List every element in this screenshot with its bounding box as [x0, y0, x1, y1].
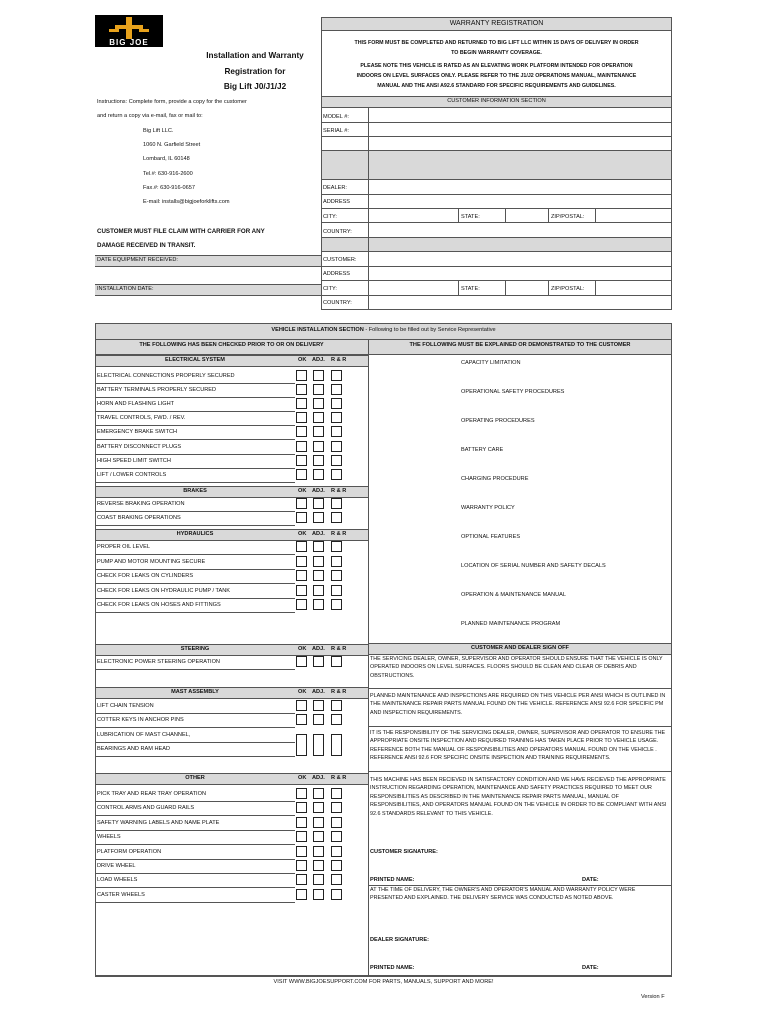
- checkbox-adj[interactable]: [313, 846, 324, 857]
- col-adj-header: ADJ.: [312, 357, 325, 363]
- checkbox-ok[interactable]: [296, 817, 307, 828]
- demonstrate-item: PLANNED MAINTENANCE PROGRAM: [461, 621, 561, 627]
- col-adj-header: ADJ.: [312, 531, 325, 537]
- signoff-title: CUSTOMER AND DEALER SIGN OFF: [471, 645, 569, 651]
- checkbox-ok[interactable]: [296, 714, 307, 725]
- section-title-other: OTHER: [185, 775, 205, 781]
- col-ok-header: OK: [298, 357, 307, 363]
- checklist-item-other: CASTER WHEELS: [97, 892, 145, 898]
- checkbox-ok[interactable]: [296, 889, 307, 900]
- customer-country-label: COUNTRY:: [323, 300, 352, 306]
- checkbox-adj[interactable]: [313, 889, 324, 900]
- signoff-paragraph-1: THE SERVICING DEALER, OWNER, SUPERVISOR AND OPERATOR SHOULD ENSURE THAT THE VEHICLE IS ONLY OPERATED INDOORS ON LEVEL SURFACES. FLOORS SHOULD BE CLEAN AND CLEAR OF DEBRIS AND OBSTRUCTIONS.: [370, 656, 663, 679]
- checkbox-rr[interactable]: [331, 656, 342, 667]
- checkbox-rr[interactable]: [331, 570, 342, 581]
- demonstrate-item: BATTERY CARE: [461, 447, 504, 453]
- company-name: Big Lift LLC.: [143, 128, 174, 134]
- customer-address-input[interactable]: [369, 268, 670, 280]
- dealer-city-label: CITY:: [323, 214, 337, 220]
- checkbox-ok[interactable]: [296, 441, 307, 452]
- dealer-address-label: ADDRESS: [323, 199, 351, 205]
- col-ok-header: OK: [298, 646, 307, 652]
- checkbox-rr[interactable]: [331, 874, 342, 885]
- warranty-notice-1b: TO BEGIN WARRANTY COVERAGE.: [451, 50, 542, 56]
- demonstrate-item: CHARGING PROCEDURE: [461, 476, 529, 482]
- col-rr-header: R & R: [331, 488, 347, 494]
- checkbox-rr[interactable]: [331, 817, 342, 828]
- section-title-steering: STEERING: [180, 646, 210, 652]
- checkbox-ok[interactable]: [296, 556, 307, 567]
- col-ok-header: OK: [298, 488, 307, 494]
- customer-signature-label: CUSTOMER SIGNATURE:: [370, 849, 438, 855]
- dealer-signature-label: DEALER SIGNATURE:: [370, 937, 429, 943]
- customer-label: CUSTOMER:: [323, 257, 357, 263]
- col-rr-header: R & R: [331, 775, 347, 781]
- checkbox-ok[interactable]: [296, 700, 307, 711]
- checkbox-adj[interactable]: [313, 441, 324, 452]
- checkbox-ok[interactable]: [296, 455, 307, 466]
- checkbox-rr[interactable]: [331, 734, 342, 756]
- customer-zip-label: ZIP/POSTAL:: [551, 286, 585, 292]
- col-adj-header: ADJ.: [312, 689, 325, 695]
- checklist-item-electrical: BATTERY TERMINALS PROPERLY SECURED: [97, 387, 217, 393]
- checkbox-ok[interactable]: [296, 788, 307, 799]
- checkbox-adj[interactable]: [313, 398, 324, 409]
- checklist-item-brakes: COAST BRAKING OPERATIONS: [97, 515, 181, 521]
- checkbox-ok[interactable]: [296, 412, 307, 423]
- company-email[interactable]: E-mail: installs@bigjoeforklifts.com: [143, 199, 230, 205]
- checkbox-rr[interactable]: [331, 398, 342, 409]
- checklist-item-other: PLATFORM OPERATION: [97, 849, 162, 855]
- checkbox-adj[interactable]: [313, 541, 324, 552]
- checkbox-adj[interactable]: [313, 714, 324, 725]
- signoff-paragraph-3: IT IS THE RESPONSIBILITY OF THE SERVICING DEALER, OWNER, SUPERVISOR AND OPERATOR TO ENSURE THE APPROPRIATE ONSITE INSPECTION AND REQUIRED TRAINING HAS TAKEN PLACE PRIOR TO VEHICLE USAGE. REFERENCE BOTH THE MANUAL OF RESPONSIBILITIES AND OPERATORS MANUAL FOUND ON THE VEHICLE . REFERENCE ANSI 92.6 FOR SPECIFIC ONSITE INSPECTION AND TRAINING REQUIREMENTS.: [370, 730, 666, 762]
- checkbox-rr[interactable]: [331, 585, 342, 596]
- checkbox-adj[interactable]: [313, 556, 324, 567]
- printed-name-label-2: PRINTED NAME:: [370, 965, 415, 971]
- checkbox-rr[interactable]: [331, 455, 342, 466]
- demonstrate-item: OPERATIONAL SAFETY PROCEDURES: [461, 389, 565, 395]
- dealer-address-input[interactable]: [369, 196, 670, 208]
- checkbox-ok[interactable]: [296, 498, 307, 509]
- date-label-2: DATE:: [582, 965, 599, 971]
- company-city: Lombard, IL 60148: [143, 156, 190, 162]
- checklist-item-electrical: EMERGENCY BRAKE SWITCH: [97, 429, 178, 435]
- col-adj-header: ADJ.: [312, 646, 325, 652]
- checklist-item-mast: LIFT CHAIN TENSION: [97, 703, 154, 709]
- demonstrate-item: OPTIONAL FEATURES: [461, 534, 521, 540]
- checkbox-ok[interactable]: [296, 831, 307, 842]
- warranty-notice-2c: MANUAL AND THE ANSI A92.6 STANDARD FOR SPECIFIC REQUIREMENTS AND GUIDELINES.: [377, 83, 616, 89]
- checkbox-adj[interactable]: [313, 512, 324, 523]
- checkbox-adj[interactable]: [313, 802, 324, 813]
- installation-date-label: INSTALLATION DATE:: [97, 286, 154, 292]
- checklist-item-electrical: HORN AND FLASHING LIGHT: [97, 401, 175, 407]
- footer-visit-text: VISIT WWW.BIGJOESUPPORT.COM FOR PARTS, MANUALS, SUPPORT AND MORE!: [273, 979, 494, 985]
- warranty-title: WARRANTY REGISTRATION: [449, 20, 544, 27]
- dealer-country-label: COUNTRY:: [323, 229, 352, 235]
- checklist-item-electrical: HIGH SPEED LIMIT SWITCH: [97, 458, 171, 464]
- checklist-item-other: DRIVE WHEEL: [97, 863, 136, 869]
- checkbox-rr[interactable]: [331, 599, 342, 610]
- checklist-item-other: CONTROL ARMS AND GUARD RAILS: [97, 805, 195, 811]
- checkbox-ok[interactable]: [296, 469, 307, 480]
- checklist-item-mast: COTTER KEYS IN ANCHOR PINS: [97, 717, 184, 723]
- dealer-state-label: STATE:: [461, 214, 480, 220]
- checkbox-ok[interactable]: [296, 860, 307, 871]
- checkbox-ok[interactable]: [296, 370, 307, 381]
- carrier-claim-line-1: CUSTOMER MUST FILE CLAIM WITH CARRIER FOR ANY: [97, 228, 265, 235]
- version-label: Version F: [641, 994, 665, 1000]
- col-adj-header: ADJ.: [312, 488, 325, 494]
- checkbox-ok[interactable]: [296, 734, 307, 756]
- checkbox-rr[interactable]: [331, 384, 342, 395]
- demonstrate-item: OPERATING PROCEDURES: [461, 418, 535, 424]
- checkbox-ok[interactable]: [296, 656, 307, 667]
- demonstrate-item: WARRANTY POLICY: [461, 505, 515, 511]
- checkbox-adj[interactable]: [313, 860, 324, 871]
- demonstrate-item: LOCATION OF SERIAL NUMBER AND SAFETY DECALS: [461, 563, 606, 569]
- checkbox-adj[interactable]: [313, 817, 324, 828]
- checkbox-ok[interactable]: [296, 541, 307, 552]
- checkbox-rr[interactable]: [331, 860, 342, 871]
- checklist-item-other: SAFETY WARNING LABELS AND NAME PLATE: [97, 820, 220, 826]
- svg-text:BIG JOE: BIG JOE: [109, 38, 149, 47]
- warranty-notice-1a: THIS FORM MUST BE COMPLETED AND RETURNED TO BIG LIFT LLC WITHIN 15 DAYS OF DELIVERY IN ORDER: [354, 40, 639, 46]
- checkbox-rr[interactable]: [331, 541, 342, 552]
- printed-name-label-1: PRINTED NAME:: [370, 877, 415, 883]
- checked-header: THE FOLLOWING HAS BEEN CHECKED PRIOR TO OR ON DELIVERY: [139, 342, 324, 348]
- carrier-claim-line-2: DAMAGE RECEIVED IN TRANSIT.: [97, 242, 196, 249]
- warranty-notice-2a: PLEASE NOTE THIS VEHICLE IS RATED AS AN ELEVATING WORK PLATFORM INTENDED FOR OPERATION: [360, 63, 633, 69]
- dealer-label: DEALER:: [323, 185, 347, 191]
- checklist-item-hydraulics: PUMP AND MOTOR MOUNTING SECURE: [97, 559, 206, 565]
- dealer-zip-label: ZIP/POSTAL:: [551, 214, 585, 220]
- dealer-signature-field[interactable]: [450, 934, 668, 944]
- checkbox-adj[interactable]: [313, 370, 324, 381]
- customer-signature-field[interactable]: [455, 846, 668, 856]
- checkbox-ok[interactable]: [296, 570, 307, 581]
- instructions-line-2: and return a copy via e-mail, fax or mail to:: [97, 113, 203, 119]
- demonstrated-header: THE FOLLOWING MUST BE EXPLAINED OR DEMONSTRATED TO THE CUSTOMER: [409, 342, 631, 348]
- company-fax: Fax.#: 630-916-0657: [143, 185, 195, 191]
- checkbox-ok[interactable]: [296, 398, 307, 409]
- checkbox-rr[interactable]: [331, 498, 342, 509]
- checkbox-adj[interactable]: [313, 498, 324, 509]
- checklist-item-electrical: BATTERY DISCONNECT PLUGS: [97, 444, 182, 450]
- checklist-item-electrical: LIFT / LOWER CONTROLS: [97, 472, 167, 478]
- model-label: MODEL #:: [323, 114, 349, 120]
- checklist-item-electrical: ELECTRICAL CONNECTIONS PROPERLY SECURED: [97, 373, 235, 379]
- checkbox-adj[interactable]: [313, 656, 324, 667]
- col-ok-header: OK: [298, 775, 307, 781]
- checklist-item-mast: BEARINGS AND RAM HEAD: [97, 746, 171, 752]
- checklist-item-other: LOAD WHEELS: [97, 877, 138, 883]
- checkbox-adj[interactable]: [313, 585, 324, 596]
- checklist-item-brakes: REVERSE BRAKING OPERATION: [97, 501, 185, 507]
- checkbox-ok[interactable]: [296, 426, 307, 437]
- col-adj-header: ADJ.: [312, 775, 325, 781]
- checkbox-adj[interactable]: [313, 412, 324, 423]
- checkbox-adj[interactable]: [313, 455, 324, 466]
- col-ok-header: OK: [298, 531, 307, 537]
- checkbox-rr[interactable]: [331, 846, 342, 857]
- customer-city-label: CITY:: [323, 286, 337, 292]
- checkbox-adj[interactable]: [313, 874, 324, 885]
- col-ok-header: OK: [298, 689, 307, 695]
- customer-input[interactable]: [369, 253, 670, 265]
- checkbox-rr[interactable]: [331, 714, 342, 725]
- checkbox-ok[interactable]: [296, 585, 307, 596]
- checkbox-rr[interactable]: [331, 469, 342, 480]
- checkbox-rr[interactable]: [331, 831, 342, 842]
- checkbox-rr[interactable]: [331, 412, 342, 423]
- form-title-line-2: Registration for: [224, 67, 286, 76]
- checklist-item-other: WHEELS: [97, 834, 121, 840]
- big-joe-logo: [95, 15, 163, 47]
- serial-input[interactable]: [369, 124, 670, 136]
- signoff-paragraph-5: AT THE TIME OF DELIVERY, THE OWNER'S AND OPERATOR'S MANUAL AND WARRANTY POLICY WERE PRESENTED AND EXPLAINED. THE DELIVERY SERVICE WAS CONDUCTED AS NOTED ABOVE.: [370, 887, 636, 902]
- checkbox-adj[interactable]: [313, 599, 324, 610]
- form-title-line-1: Installation and Warranty: [206, 51, 304, 60]
- dealer-input[interactable]: [369, 181, 670, 193]
- col-rr-header: R & R: [331, 531, 347, 537]
- model-input[interactable]: [369, 110, 670, 122]
- checklist-item-hydraulics: CHECK FOR LEAKS ON HYDRAULIC PUMP / TANK: [97, 588, 231, 594]
- checkbox-adj[interactable]: [313, 734, 324, 756]
- checkbox-rr[interactable]: [331, 802, 342, 813]
- checkbox-adj[interactable]: [313, 788, 324, 799]
- section-title-electrical: ELECTRICAL SYSTEM: [165, 357, 225, 363]
- logo-mark-icon: [95, 15, 163, 47]
- demonstrate-item: OPERATION & MAINTENANCE MANUAL: [461, 592, 566, 598]
- demonstrate-item: CAPACITY LIMITATION: [461, 360, 521, 366]
- section-title-mast: MAST ASSEMBLY: [171, 689, 219, 695]
- checkbox-adj[interactable]: [313, 700, 324, 711]
- signoff-paragraph-2: PLANNED MAINTENANCE AND INSPECTIONS ARE REQUIRED ON THIS VEHICLE PER ANSI WHICH IS OUTLINED IN THE MAINTENANCE REPAIR PARTS MANUAL FOUND ON THE VEHICLE. REFERENCE ANSI 92.6 FOR SPECIFIC PM AND INSPECTION REQUIREMENTS.: [370, 693, 666, 716]
- checkbox-adj[interactable]: [313, 570, 324, 581]
- checkbox-adj[interactable]: [313, 469, 324, 480]
- customer-info-section-title: CUSTOMER INFORMATION SECTION: [447, 98, 546, 104]
- signoff-paragraph-4: THIS MACHINE HAS BEEN RECIEVED IN SATISFACTORY CONDITION AND WE HAVE RECIEVED THE APPROPRIATE INSTRUCTION REGARDING OPERATION, MAINTENANCE AND SAFETY PRACTICES REQUIRED TO MEET OUR RESPONSIBILITIES AS DESCRIBED IN THE MAINTENANCE REPAIR PARTS MANUAL, MANUAL OF RESPONSIBILITIES, AND OPERATORS MANUAL FOUND ON THE VEHICLE IN ORDER TO BE COMPLIANT WITH ANSI 92.6 STANDARDS RELEVANT TO THIS VEHICLE.: [370, 777, 667, 817]
- checkbox-ok[interactable]: [296, 384, 307, 395]
- checkbox-adj[interactable]: [313, 384, 324, 395]
- section-title-brakes: BRAKES: [183, 488, 207, 494]
- checklist-item-other: PICK TRAY AND REAR TRAY OPERATION: [97, 791, 206, 797]
- col-rr-header: R & R: [331, 357, 347, 363]
- checkbox-ok[interactable]: [296, 874, 307, 885]
- customer-state-label: STATE:: [461, 286, 480, 292]
- date-label-1: DATE:: [582, 877, 599, 883]
- checkbox-adj[interactable]: [313, 426, 324, 437]
- checkbox-ok[interactable]: [296, 599, 307, 610]
- serial-label: SERIAL #:: [323, 128, 349, 134]
- instructions-line-1: Instructions: Complete form, provide a copy for the customer: [97, 99, 247, 105]
- checklist-item-mast: LUBRICATION OF MAST CHANNEL,: [97, 732, 191, 738]
- checkbox-rr[interactable]: [331, 788, 342, 799]
- checkbox-rr[interactable]: [331, 512, 342, 523]
- checklist-item-steering: ELECTRONIC POWER STEERING OPERATION: [97, 659, 220, 665]
- checkbox-rr[interactable]: [331, 700, 342, 711]
- checkbox-ok[interactable]: [296, 802, 307, 813]
- customer-address-label: ADDRESS: [323, 271, 351, 277]
- form-title-line-3: Big Lift J0/J1/J2: [223, 82, 287, 91]
- company-tel: Tel.#: 630-916-2600: [143, 171, 193, 177]
- checkbox-rr[interactable]: [331, 889, 342, 900]
- checkbox-rr[interactable]: [331, 426, 342, 437]
- checklist-item-hydraulics: CHECK FOR LEAKS ON CYLINDERS: [97, 573, 194, 579]
- checkbox-rr[interactable]: [331, 556, 342, 567]
- date-received-label: DATE EQUIPMENT RECEIVED:: [97, 257, 178, 263]
- checkbox-ok[interactable]: [296, 846, 307, 857]
- warranty-notice-2b: INDOORS ON LEVEL SURFACES ONLY. PLEASE REFER TO THE J1/J2 OPERATIONS MANUAL, MAINTENANCE: [356, 73, 637, 79]
- checkbox-ok[interactable]: [296, 512, 307, 523]
- checklist-item-hydraulics: CHECK FOR LEAKS ON HOSES AND FITTINGS: [97, 602, 221, 608]
- checklist-item-hydraulics: PROPER OIL LEVEL: [97, 544, 150, 550]
- section-title-hydraulics: HYDRAULICS: [176, 531, 214, 537]
- col-rr-header: R & R: [331, 689, 347, 695]
- checkbox-rr[interactable]: [331, 441, 342, 452]
- checkbox-adj[interactable]: [313, 831, 324, 842]
- vehicle-section-title: VEHICLE INSTALLATION SECTION - Following to be filled out by Service Representative: [271, 327, 496, 333]
- checklist-item-electrical: TRAVEL CONTROLS, FWD. / REV.: [97, 415, 186, 421]
- checkbox-rr[interactable]: [331, 370, 342, 381]
- company-street: 1060 N. Garfield Street: [143, 142, 201, 148]
- col-rr-header: R & R: [331, 646, 347, 652]
